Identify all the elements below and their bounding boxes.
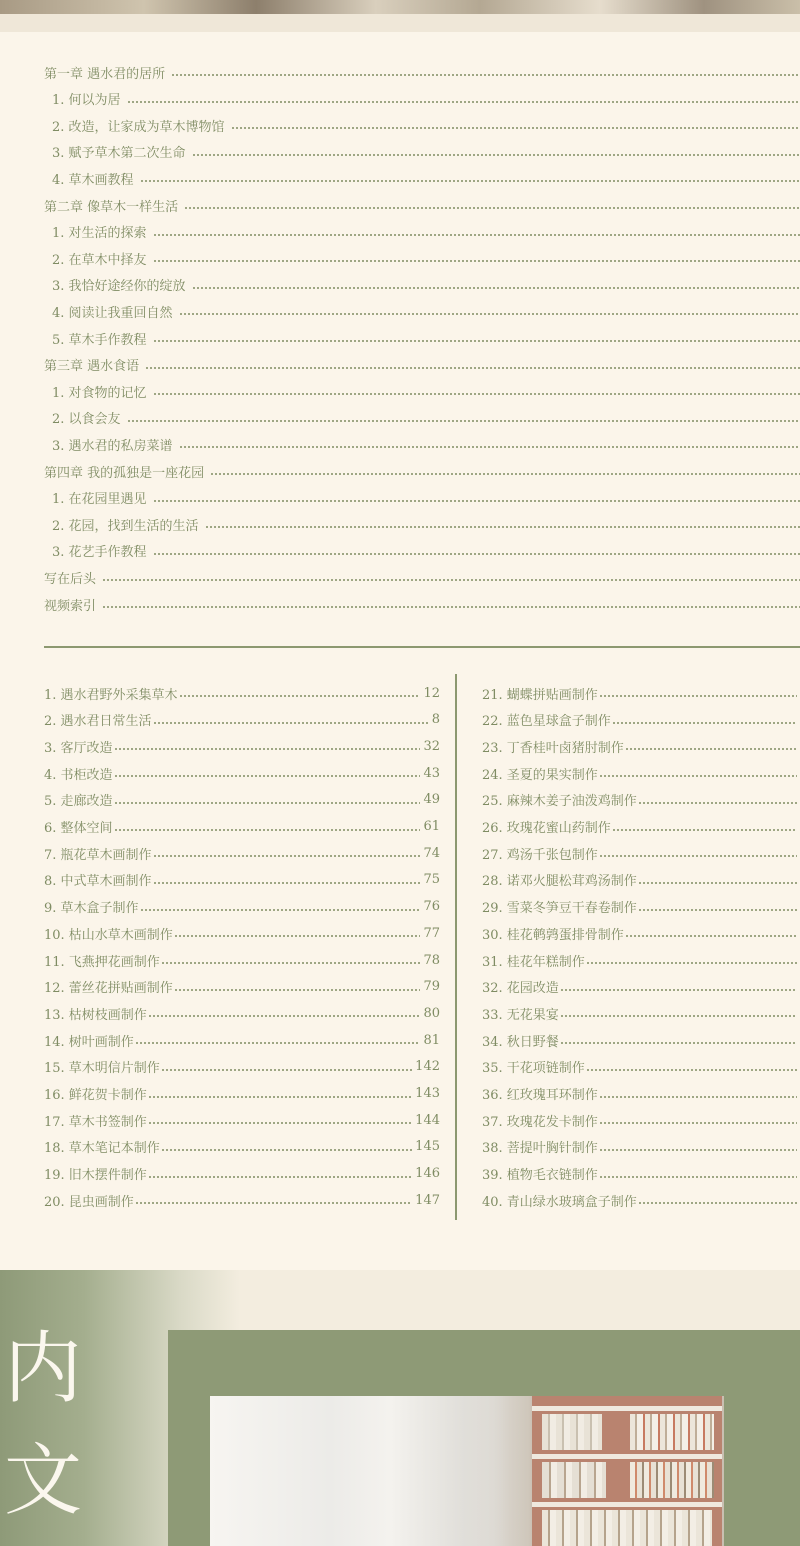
dot-leader <box>127 420 800 422</box>
video-title: 19. 旧木摆件制作 <box>44 1168 147 1184</box>
toc-section[interactable] <box>44 325 800 351</box>
video-title: 40. 青山绿水玻璃盒子制作 <box>482 1194 637 1210</box>
dot-leader <box>153 500 800 502</box>
video-index-item[interactable] <box>482 1054 800 1080</box>
page-number: 76 <box>423 899 440 915</box>
page-number: 77 <box>423 925 440 941</box>
dot-leader <box>114 775 421 777</box>
toc-section[interactable] <box>44 538 800 564</box>
dot-leader <box>599 1096 797 1098</box>
video-title: 8. 中式草木画制作 <box>44 874 152 890</box>
dot-leader <box>148 1176 412 1178</box>
toc-label: 5. 草木手作教程 <box>52 332 147 348</box>
video-title: 12. 蕾丝花拼贴画制作 <box>44 981 173 997</box>
page-number: 81 <box>423 1032 440 1048</box>
video-index-item[interactable] <box>482 1081 800 1107</box>
books <box>630 1462 714 1498</box>
dot-leader <box>184 207 800 209</box>
dot-leader <box>586 962 797 964</box>
video-title: 3. 客厅改造 <box>44 740 113 756</box>
video-index-item[interactable] <box>44 840 440 866</box>
dot-leader <box>153 234 800 236</box>
video-index-item[interactable] <box>482 1134 800 1160</box>
video-index-item[interactable] <box>482 1000 800 1026</box>
inner-pages-preview <box>0 1270 800 1546</box>
dot-leader <box>599 775 797 777</box>
video-title: 2. 遇水君日常生活 <box>44 714 152 730</box>
video-title: 9. 草木盒子制作 <box>44 901 139 917</box>
toc-section[interactable] <box>44 245 800 271</box>
dot-leader <box>145 367 800 369</box>
dot-leader <box>625 935 797 937</box>
video-title: 28. 诺邓火腿松茸鸡汤制作 <box>482 874 637 890</box>
dot-leader <box>153 855 421 857</box>
video-index-item[interactable] <box>44 894 440 920</box>
toc-chapter[interactable] <box>44 192 800 218</box>
dot-leader <box>560 989 797 991</box>
dot-leader <box>174 935 421 937</box>
toc-section[interactable] <box>44 219 800 245</box>
toc-chapter[interactable] <box>44 591 800 617</box>
dot-leader <box>599 1176 797 1178</box>
video-index-item[interactable] <box>44 1054 440 1080</box>
video-index-item[interactable] <box>482 894 800 920</box>
video-index-item[interactable] <box>482 1161 800 1187</box>
toc-section[interactable] <box>44 272 800 298</box>
toc-label: 第二章 像草木一样生活 <box>44 199 179 215</box>
toc-label: 写在后头 <box>44 571 97 587</box>
video-index-item[interactable] <box>44 1081 440 1107</box>
toc-label: 2. 在草木中择友 <box>52 252 147 268</box>
toc-label: 第三章 遇水食语 <box>44 359 140 375</box>
dot-leader <box>148 1015 421 1017</box>
video-title: 14. 树叶画制作 <box>44 1034 134 1050</box>
dot-leader <box>135 1042 421 1044</box>
video-title: 26. 玫瑰花蜜山药制作 <box>482 821 611 836</box>
page-number: 74 <box>423 845 440 861</box>
video-title: 7. 瓶花草木画制作 <box>44 847 152 863</box>
dot-leader <box>599 855 797 857</box>
video-index-item[interactable] <box>482 1107 800 1133</box>
toc-label: 第一章 遇水君的居所 <box>44 66 166 82</box>
dot-leader <box>638 1202 797 1204</box>
dot-leader <box>599 1149 797 1151</box>
header-photo-strip <box>0 0 800 14</box>
video-index-item[interactable] <box>482 707 800 733</box>
video-index-item[interactable] <box>44 974 440 1000</box>
page-number: 32 <box>423 738 440 754</box>
video-index-item[interactable] <box>482 1027 800 1053</box>
dot-leader <box>231 127 800 129</box>
video-index-item[interactable] <box>482 920 800 946</box>
page-number: 143 <box>415 1086 440 1101</box>
video-index-item[interactable] <box>482 733 800 759</box>
column-divider <box>455 674 457 1220</box>
video-title: 6. 整体空间 <box>44 821 113 836</box>
video-index-item[interactable] <box>44 707 440 733</box>
video-title: 29. 雪菜冬笋豆干春卷制作 <box>482 901 637 917</box>
video-index-item[interactable] <box>44 787 440 813</box>
dot-leader <box>102 579 800 581</box>
video-index-item[interactable] <box>482 787 800 813</box>
video-title: 13. 枯树枝画制作 <box>44 1007 147 1023</box>
video-title: 31. 桂花年糕制作 <box>482 954 585 970</box>
dot-leader <box>638 802 797 804</box>
dot-leader <box>179 446 800 448</box>
video-index-item[interactable] <box>44 1161 440 1187</box>
toc-label: 3. 我恰好途经你的绽放 <box>52 279 186 295</box>
toc-label: 1. 对食物的记忆 <box>52 385 147 401</box>
shelf-board <box>532 1502 722 1507</box>
dot-leader <box>148 1096 412 1098</box>
toc-chapter[interactable] <box>44 564 800 590</box>
page-number: 78 <box>423 952 440 968</box>
top-band <box>0 14 800 32</box>
dot-leader <box>140 180 800 182</box>
video-title: 17. 草木书签制作 <box>44 1114 147 1130</box>
toc-section[interactable] <box>44 112 800 138</box>
section-title-char-2: 文 <box>4 1436 83 1526</box>
video-title: 10. 枯山水草木画制作 <box>44 927 173 943</box>
section-title-char-1: 内 <box>4 1324 83 1414</box>
video-title: 38. 菩提叶胸针制作 <box>482 1141 598 1157</box>
toc-label: 3. 花艺手作教程 <box>52 545 147 561</box>
toc-label: 3. 遇水君的私房菜谱 <box>52 438 173 454</box>
dot-leader <box>599 1122 797 1124</box>
dot-leader <box>174 989 421 991</box>
dot-leader <box>127 101 800 103</box>
video-index-item[interactable] <box>44 1027 440 1053</box>
toc-label: 1. 何以为居 <box>52 93 121 109</box>
dot-leader <box>612 829 797 831</box>
page-number: 61 <box>423 819 440 834</box>
video-index-item[interactable] <box>44 733 440 759</box>
dot-leader <box>161 1149 412 1151</box>
toc-chapter[interactable] <box>44 458 800 484</box>
video-index-item[interactable] <box>44 1107 440 1133</box>
dot-leader <box>560 1015 797 1017</box>
video-index-item[interactable] <box>482 1187 800 1213</box>
dot-leader <box>114 748 421 750</box>
toc-label: 4. 阅读让我重回自然 <box>52 305 173 321</box>
toc-label: 视频索引 <box>44 598 97 614</box>
toc-label: 1. 对生活的探索 <box>52 226 147 242</box>
video-index-item[interactable] <box>44 1000 440 1026</box>
interior-photo <box>210 1396 724 1546</box>
dot-leader <box>192 287 800 289</box>
toc-section[interactable] <box>44 378 800 404</box>
dot-leader <box>153 393 800 395</box>
video-title: 35. 干花项链制作 <box>482 1061 585 1077</box>
dot-leader <box>638 882 797 884</box>
video-index-item[interactable] <box>482 947 800 973</box>
dot-leader <box>161 962 421 964</box>
toc-section[interactable] <box>44 165 800 191</box>
dot-leader <box>612 722 797 724</box>
dot-leader <box>161 1069 412 1071</box>
curtain <box>210 1396 510 1546</box>
video-title: 34. 秋日野餐 <box>482 1034 559 1050</box>
dot-leader <box>179 313 800 315</box>
video-title: 5. 走廊改造 <box>44 794 113 810</box>
video-title: 39. 植物毛衣链制作 <box>482 1168 598 1184</box>
dot-leader <box>153 553 800 555</box>
toc-label: 2. 改造，让家成为草木博物馆 <box>52 119 225 135</box>
dot-leader <box>135 1202 412 1204</box>
books <box>630 1414 714 1450</box>
toc-section[interactable] <box>44 511 800 537</box>
page-number: 43 <box>423 765 440 781</box>
shelf-board <box>532 1454 722 1459</box>
page-number: 8 <box>431 712 440 728</box>
video-index-item[interactable] <box>44 920 440 946</box>
page-number: 146 <box>415 1166 440 1182</box>
page-number: 12 <box>423 685 440 701</box>
dot-leader <box>560 1042 797 1044</box>
dot-leader <box>153 722 429 724</box>
video-title: 22. 蓝色星球盒子制作 <box>482 714 611 730</box>
video-index-item[interactable] <box>44 760 440 786</box>
dot-leader <box>171 74 800 76</box>
video-index-item[interactable] <box>482 814 800 840</box>
video-title: 4. 书柜改造 <box>44 767 113 783</box>
books <box>542 1462 606 1498</box>
dot-leader <box>153 340 800 342</box>
page-number: 142 <box>415 1059 440 1075</box>
dot-leader <box>638 909 797 911</box>
page-number: 49 <box>423 792 440 808</box>
toc-section[interactable] <box>44 86 800 112</box>
toc-label: 第四章 我的孤独是一座花园 <box>44 465 205 481</box>
dot-leader <box>153 260 800 262</box>
toc-label: 2. 以食会友 <box>52 412 121 428</box>
video-title: 1. 遇水君野外采集草木 <box>44 687 178 703</box>
video-title: 21. 蝴蝶拼贴画制作 <box>482 687 598 703</box>
video-title: 15. 草木明信片制作 <box>44 1061 160 1077</box>
video-index-item[interactable] <box>44 680 440 706</box>
video-title: 33. 无花果宴 <box>482 1007 559 1023</box>
dot-leader <box>210 473 800 475</box>
video-index-item[interactable] <box>44 814 440 840</box>
dot-leader <box>192 154 800 156</box>
video-index-item[interactable] <box>482 760 800 786</box>
page-number: 147 <box>415 1192 440 1208</box>
toc-label: 3. 赋予草木第二次生命 <box>52 146 186 162</box>
video-index-item[interactable] <box>44 1134 440 1160</box>
video-title: 30. 桂花鹌鹑蛋排骨制作 <box>482 927 624 943</box>
video-index-item[interactable] <box>482 680 800 706</box>
video-title: 16. 鲜花贺卡制作 <box>44 1088 147 1103</box>
toc-chapter[interactable] <box>44 352 800 378</box>
toc-section[interactable] <box>44 485 800 511</box>
video-title: 24. 圣夏的果实制作 <box>482 767 598 783</box>
toc-label: 1. 在花园里遇见 <box>52 492 147 508</box>
toc-label: 2. 花园，找到生活的生活 <box>52 518 199 534</box>
dot-leader <box>625 748 797 750</box>
video-index-item[interactable] <box>482 840 800 866</box>
page-number: 75 <box>423 872 440 888</box>
dot-leader <box>153 882 421 884</box>
video-title: 32. 花园改造 <box>482 981 559 997</box>
dot-leader <box>599 695 797 697</box>
video-index-item[interactable] <box>482 867 800 893</box>
video-title: 37. 玫瑰花发卡制作 <box>482 1114 598 1130</box>
page-number: 144 <box>415 1112 440 1128</box>
toc-chapter[interactable] <box>44 59 800 85</box>
page-number: 80 <box>423 1005 440 1021</box>
dot-leader <box>179 695 421 697</box>
toc-section[interactable] <box>44 431 800 457</box>
video-title: 36. 红玫瑰耳环制作 <box>482 1088 598 1103</box>
dot-leader <box>114 829 421 831</box>
dot-leader <box>205 526 800 528</box>
section-divider <box>44 646 800 648</box>
video-index-item[interactable] <box>44 867 440 893</box>
video-title: 20. 昆虫画制作 <box>44 1194 134 1210</box>
dot-leader <box>102 606 800 608</box>
toc-section[interactable] <box>44 139 800 165</box>
video-index-item[interactable] <box>482 974 800 1000</box>
video-title: 27. 鸡汤千张包制作 <box>482 847 598 863</box>
video-title: 23. 丁香桂叶卤猪肘制作 <box>482 740 624 756</box>
page-number: 79 <box>423 979 440 995</box>
dot-leader <box>140 909 421 911</box>
books <box>542 1510 712 1546</box>
shelf-board <box>532 1406 722 1411</box>
toc-section[interactable] <box>44 298 800 324</box>
toc-label: 4. 草木画教程 <box>52 172 134 188</box>
video-title: 18. 草木笔记本制作 <box>44 1141 160 1157</box>
books <box>542 1414 602 1450</box>
dot-leader <box>586 1069 797 1071</box>
video-title: 11. 飞燕押花画制作 <box>44 954 160 970</box>
page-number: 145 <box>415 1139 440 1155</box>
toc-section[interactable] <box>44 405 800 431</box>
video-index-item[interactable] <box>44 1187 440 1213</box>
dot-leader <box>148 1122 412 1124</box>
dot-leader <box>114 802 421 804</box>
video-title: 25. 麻辣木姜子油泼鸡制作 <box>482 794 637 810</box>
video-index-item[interactable] <box>44 947 440 973</box>
